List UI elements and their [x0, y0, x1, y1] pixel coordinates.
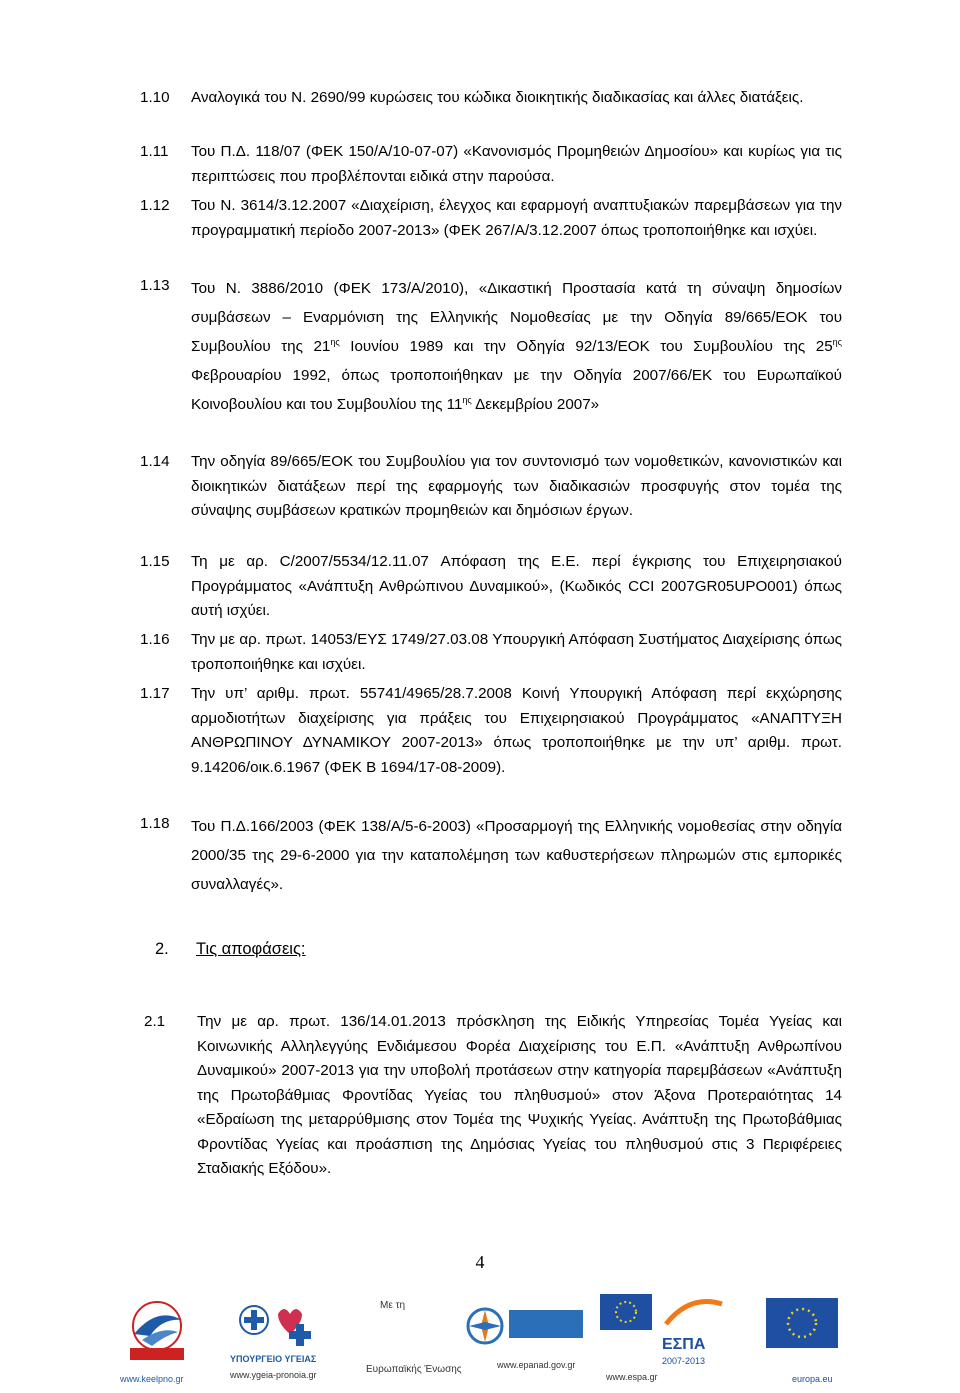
- ordinal-suffix: ης: [330, 337, 340, 347]
- item-text: Του Ν. 3614/3.12.2007 «Διαχείριση, έλεγχος και εφαρμογή αναπτυξιακών παρεμβάσεων για την προγραμματική περίοδο 2007-2013» (ΦΕΚ 267/Α/3.12.2007 όπως τροποποιήθηκε και ισχύει.: [191, 197, 842, 239]
- ordinal-suffix: ης: [462, 395, 472, 405]
- keelpno-site: www.keelpno.gr: [120, 1374, 184, 1384]
- espa-site: www.espa.gr: [606, 1372, 658, 1382]
- item-text-part: Φεβρουαρίου 1992, όπως τροποποιήθηκαν με την Οδηγία 2007/66/ΕΚ του Ευρωπαϊκού Κοινοβουλίου και του Συμβουλίου της 11: [191, 367, 842, 413]
- item-text-part: Του Ν. 3886/2010 (ΦΕΚ 173/Α/2010), «Δικαστική Προστασία κατά τη σύναψη δημοσίων συμβάσεων – Εναρμόνιση της Ελληνικής Νομοθεσίας με την Οδηγία 89/665/ΕΟΚ του Συμβουλίου της 21: [191, 280, 842, 355]
- footer-logos: [0, 1292, 960, 1393]
- item-number: 1.16: [140, 631, 170, 648]
- item-text: Του Π.Δ. 118/07 (ΦΕΚ 150/Α/10-07-07) «Κανονισμός Προμηθειών Δημοσίου» και κυρίως για τις περιπτώσεις που προβλέπονται ειδικά στην παρούσα.: [191, 143, 842, 185]
- eu-cofunded-block: [366, 1300, 462, 1388]
- cofunded-bottom-text: Ευρωπαϊκής Ένωσης: [366, 1364, 462, 1375]
- page-number: 4: [475, 1252, 485, 1272]
- item-number: 2.1: [144, 1013, 166, 1030]
- compass-icon: [465, 1306, 505, 1346]
- item-text: Την οδηγία 89/665/ΕΟΚ του Συμβουλίου για τον συντονισμό των νομοθετικών, κανονιστικών και διοικητικών διατάξεων περί της εφαρμογής των διαδικασιών προσφυγής στον τομέα της σύναψης συμβάσεων κρατικών προμηθειών και δημόσιων έργων.: [191, 453, 842, 519]
- item-number: 1.11: [140, 143, 169, 160]
- item-number: 1.10: [140, 89, 170, 106]
- item-text: Αναλογικά του Ν. 2690/99 κυρώσεις του κώδικα διοικητικής διαδικασίας και άλλες διατάξεις.: [191, 89, 804, 106]
- section-heading: [155, 938, 306, 960]
- item-text: Τη με αρ. C/2007/5534/12.11.07 Απόφαση της Ε.Ε. περί έγκρισης του Επιχειρησιακού Προγράμματος «Ανάπτυξη Ανθρώπινου Δυναμικού», (Κωδικός CCI 2007GR05UPO001) όπως αυτή ισχύει.: [191, 553, 842, 619]
- item-text: Του Π.Δ.166/2003 (ΦΕΚ 138/Α/5-6-2003) «Προσαρμογή της Ελληνικής νομοθεσίας στην οδηγία 2000/35 της 29-6-2000 για την καταπολέμηση των καθυστερήσεων πληρωμών στις εμπορικές συναλλαγές».: [191, 818, 842, 893]
- europa-logo: [762, 1298, 852, 1388]
- item-number: 1.14: [140, 453, 170, 470]
- item-number: 1.17: [140, 685, 170, 702]
- item-text: [191, 274, 842, 419]
- eu-flag-icon: [762, 1298, 842, 1352]
- keelpno-emblem-icon: [112, 1296, 202, 1366]
- item-number: 1.18: [140, 815, 170, 832]
- cofunded-top-text: Με τη: [380, 1300, 406, 1311]
- keelpno-logo: [112, 1296, 202, 1388]
- epanad-logo: [465, 1306, 583, 1388]
- item-number: 1.15: [140, 553, 170, 570]
- epanad-site: www.epanad.gov.gr: [497, 1360, 576, 1370]
- espa-logo: [600, 1294, 730, 1388]
- ministry-logo: [226, 1300, 326, 1388]
- pronoia-site: www.ygeia-pronoia.gr: [230, 1370, 317, 1380]
- ordinal-suffix: ης: [832, 337, 842, 347]
- espa-years: 2007-2013: [662, 1356, 706, 1366]
- section-title: Τις αποφάσεις:: [196, 940, 306, 958]
- item-text: Την υπ’ αριθμ. πρωτ. 55741/4965/28.7.2008 Κοινή Υπουργική Απόφαση περί εκχώρησης αρμοδιοτήτων διαχείρισης για πράξεις του Επιχειρησιακού Προγράμματος «ΑΝΑΠΤΥΞΗ ΑΝΘΡΩΠΙΝΟΥ ΔΥΝΑΜΙΚΟΥ 2007-2013» όπως τροποποιήθηκε με την υπ’ αριθμ. πρωτ. 9.14206/οικ.6.1967 (ΦΕΚ Β 1694/17-08-2009).: [191, 685, 842, 776]
- ministry-emblem-icon: [226, 1300, 326, 1352]
- item-number: 1.13: [140, 277, 170, 294]
- item-text-part: Ιουνίου 1989 και την Οδηγία 92/13/ΕΟΚ του Συμβουλίου της 25: [339, 338, 833, 355]
- epanad-banner: [509, 1310, 583, 1338]
- europa-site: europa.eu: [792, 1374, 833, 1384]
- section-number: 2.: [155, 940, 169, 958]
- item-text: Την με αρ. πρωτ. 136/14.01.2013 πρόσκληση της Ειδικής Υπηρεσίας Τομέα Υγείας και Κοινωνικής Αλληλεγγύης Ενδιάμεσου Φορέα Διαχείρισης του Ε.Π. «Ανάπτυξη Ανθρωπίνου Δυναμικού» 2007-2013 για την υποβολή προτάσεων στην κατηγορία παρεμβάσεων «Ανάπτυξη της Πρωτοβάθμιας Φροντίδας Υγείας του πληθυσμού» στον Άξονα Προτεραιότητας 14 «Εδραίωση της μεταρρύθμισης στον Τομέα της Ψυχικής Υγείας. Ανάπτυξη της Πρωτοβάθμιας Φροντίδας Υγείας και προάσπιση της Δημόσιας Υγείας του πληθυσμού στις 3 Περιφέρειες Σταδιακής Εξόδου».: [197, 1013, 842, 1177]
- item-number: 1.12: [140, 197, 170, 214]
- item-text-part: Δεκεμβρίου 2007»: [471, 396, 600, 413]
- ministry-label: ΥΠΟΥΡΓΕΙΟ ΥΓΕΙΑΣ: [230, 1354, 317, 1364]
- item-text: Την με αρ. πρωτ. 14053/ΕΥΣ 1749/27.03.08 Υπουργική Απόφαση Συστήματος Διαχείρισης όπως τροποποιήθηκε και ισχύει.: [191, 631, 842, 673]
- eu-flag-icon: [600, 1294, 730, 1334]
- espa-logo-text: ΕΣΠΑ: [662, 1336, 706, 1353]
